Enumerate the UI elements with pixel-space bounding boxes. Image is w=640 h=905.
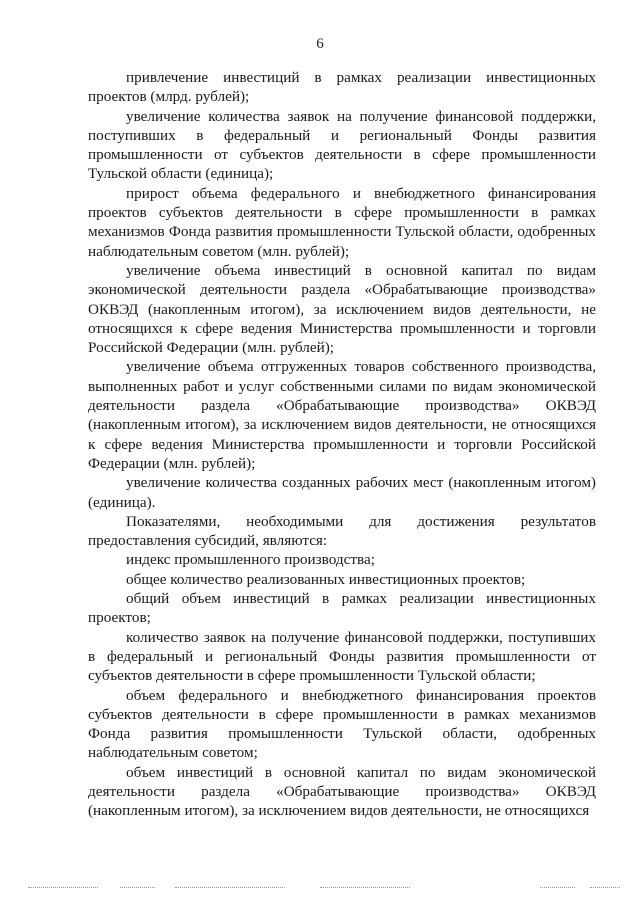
paragraph-investment-attraction: привлечение инвестиций в рамках реализации инвестиционных проектов (млрд. рублей); xyxy=(88,69,596,106)
paragraph-financing-volume: объем федерального и внебюджетного финансирования проектов субъектов деятельности в сфере промышленности в рамках механизмов Фонда развития промышленности Тульской области, одобренных наблюдательным советом; xyxy=(88,686,596,762)
paragraph-indicators-intro: Показателями, необходимыми для достижения результатов предоставления субсидий, являются: xyxy=(88,512,596,550)
paragraph-shipped-goods-increase: увеличение объема отгруженных товаров собственного производства, выполненных работ и услуг собственными силами по видам экономической деятельности раздела «Обрабатывающие производства» ОКВЭД (накопленным итогом), за исключением видов деятельности, не относящихся к сфере ведения Министерства промышленности и торговли Российской Федерации (млн. рублей); xyxy=(88,358,596,472)
scan-mark xyxy=(175,887,285,889)
document-body xyxy=(88,68,596,821)
scan-artifacts xyxy=(0,887,640,893)
paragraph-financing-growth: прирост объема федерального и внебюджетного финансирования проектов субъектов деятельности в сфере промышленности в рамках механизмов Фонда развития промышленности Тульской области, одобренных наблюдательным советом (млн. рублей); xyxy=(88,184,596,260)
scan-mark xyxy=(120,887,155,889)
paragraph-industrial-production-index: индекс промышленного производства; xyxy=(126,551,375,569)
scan-mark xyxy=(540,887,575,889)
paragraph-implemented-projects: общее количество реализованных инвестиционных проектов; xyxy=(126,570,526,588)
paragraph-fixed-capital-investment: объем инвестиций в основной капитал по видам экономической деятельности раздела «Обрабатывающие производства» ОКВЭД (накопленным итогом), за исключением видов деятельности, не относящихся xyxy=(88,763,596,820)
paragraph-fixed-capital-investment-increase: увеличение объема инвестиций в основной капитал по видам экономической деятельности раздела «Обрабатывающие производства» ОКВЭД (накопленным итогом), за исключением видов деятельности, не относящихся к сфере ведения Министерства промышленности и торговли Российской Федерации (млн. рублей); xyxy=(88,261,596,357)
paragraph-applications-count: количество заявок на получение финансовой поддержки, поступивших в федеральный и региональный Фонды развития промышленности от субъектов деятельности в сфере промышленности Тульской области; xyxy=(88,628,596,685)
paragraph-total-investment: общий объем инвестиций в рамках реализации инвестиционных проектов; xyxy=(88,590,596,627)
scan-mark xyxy=(28,887,98,889)
paragraph-jobs-created: увеличение количества созданных рабочих мест (накопленным итогом) (единица). xyxy=(88,474,596,511)
paragraph-applications-increase: увеличение количества заявок на получение финансовой поддержки, поступивших в федеральный и региональный Фонды развития промышленности от субъектов деятельности в сфере промышленности Тульской области (единица); xyxy=(88,107,596,183)
page-number: 6 xyxy=(316,36,324,52)
scan-mark xyxy=(320,887,410,889)
scan-mark xyxy=(590,887,620,889)
